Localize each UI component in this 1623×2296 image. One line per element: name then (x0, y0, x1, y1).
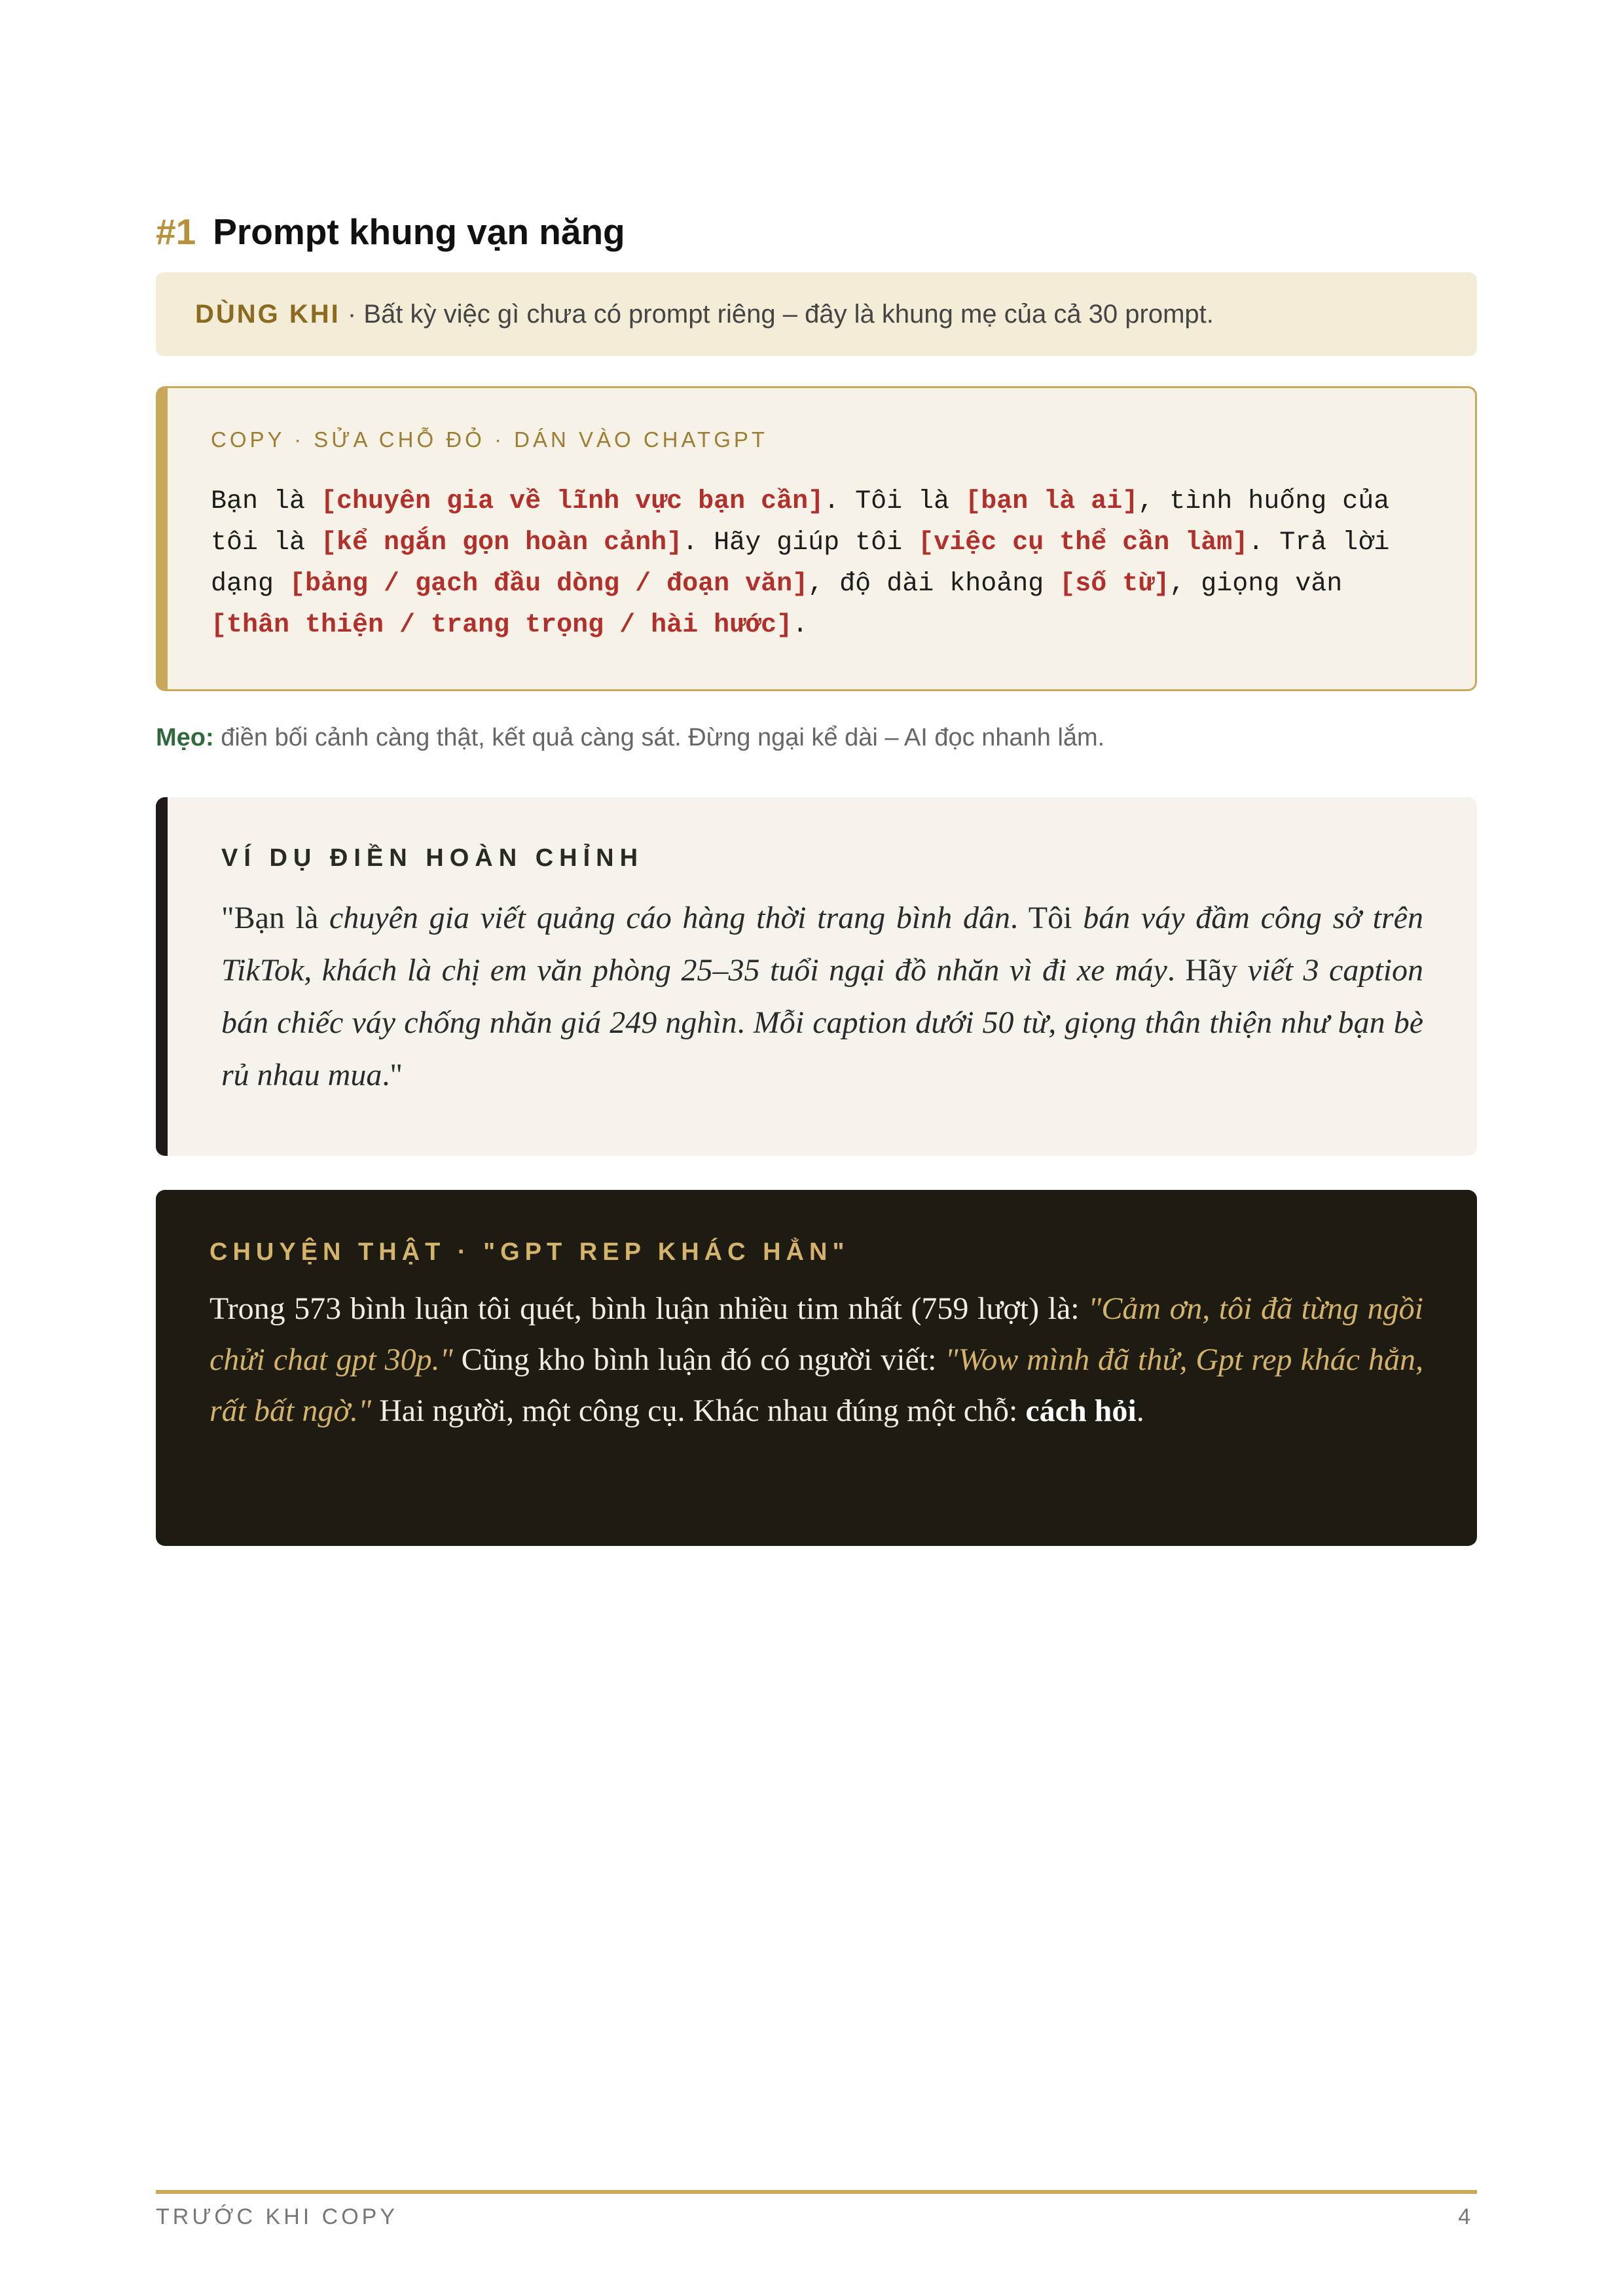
prompt-text-segment: , giọng văn (1169, 569, 1343, 599)
example-text-segment: "Bạn là (221, 901, 329, 935)
prompt-placeholder: [thân thiện / trang trọng / hài hước] (211, 611, 793, 640)
prompt-text-segment: . Trả lời dạng (211, 528, 1390, 599)
use-when-separator: · (340, 299, 364, 329)
tip-text: điền bối cảnh càng thật, kết quả càng sát. Đừng ngại kể dài – AI đọc nhanh lắm. (213, 724, 1105, 751)
example-heading: VÍ DỤ ĐIỀN HOÀN CHỈNH (221, 844, 644, 872)
copy-box-caption: COPY · SỬA CHỖ ĐỎ · DÁN VÀO CHATGPT (211, 427, 769, 452)
example-filled-value: Mỗi caption dưới 50 từ, giọng thân thiện như bạn bè rủ nhau mua (221, 1005, 1424, 1092)
story-heading: CHUYỆN THẬT · "GPT REP KHÁC HẲN" (210, 1238, 850, 1266)
prompt-template[interactable] (211, 481, 1429, 646)
example-filled-value: bán váy đầm công sở trên TikTok, khách là chị em văn phòng 25–35 tuổi ngại đồ nhăn vì đi xe máy (221, 901, 1423, 988)
prompt-placeholder: [chuyên gia về lĩnh vực bạn cần] (321, 487, 824, 516)
use-when-text: Bất kỳ việc gì chưa có prompt riêng – đây là khung mẹ của cả 30 prompt. (363, 299, 1214, 329)
copy-prompt-box[interactable] (156, 386, 1477, 691)
use-when-line (195, 300, 1214, 329)
tip-line (156, 720, 1477, 755)
footer-divider (156, 2190, 1477, 2194)
footer-section-label: TRƯỚC KHI COPY (156, 2204, 398, 2229)
use-when-box (156, 272, 1477, 356)
example-box (156, 797, 1477, 1156)
page-title (156, 207, 1465, 257)
story-text-segment: . (1136, 1393, 1144, 1428)
prompt-text-segment: . (792, 611, 809, 640)
prompt-placeholder: [bảng / gạch đầu dòng / đoạn văn] (289, 569, 809, 599)
story-text-segment: Cũng kho bình luận đó có người viết: (452, 1342, 945, 1377)
example-text-segment: . Tôi (1010, 901, 1084, 935)
prompt-placeholder: [bạn là ai] (965, 487, 1139, 516)
section-title: Prompt khung vạn năng (213, 211, 625, 252)
use-when-label: DÙNG KHI (195, 299, 340, 329)
prompt-placeholder: [số từ] (1059, 569, 1170, 599)
section-number: #1 (156, 211, 196, 252)
prompt-text-segment: Bạn là (211, 487, 321, 516)
story-quote: "Cảm ơn, tôi đã từng ngồi chửi chat gpt 30p." (210, 1291, 1423, 1377)
prompt-text-segment: , độ dài khoảng (808, 569, 1060, 599)
story-box (156, 1190, 1477, 1546)
story-emphasis: cách hỏi (1025, 1393, 1137, 1428)
prompt-text-segment: , tình huống của tôi là (211, 487, 1390, 558)
page-number: 4 (1458, 2204, 1470, 2229)
story-text-segment: Trong 573 bình luận tôi quét, bình luận nhiều tim nhất (759 lượt) là: (210, 1291, 1089, 1326)
prompt-placeholder: [kể ngắn gọn hoàn cảnh] (321, 528, 683, 558)
example-filled-value: viết 3 caption bán chiếc váy chống nhăn giá 249 nghìn (221, 953, 1424, 1040)
example-filled-value: chuyên gia viết quảng cáo hàng thời trang bình dân (329, 901, 1010, 935)
example-body (221, 892, 1423, 1102)
story-body (210, 1283, 1423, 1437)
example-text-segment: . Hãy (1167, 953, 1248, 988)
example-text-segment: . (737, 1005, 754, 1040)
story-text-segment: Hai người, một công cụ. Khác nhau đúng một chỗ: (371, 1393, 1026, 1428)
prompt-placeholder: [việc cụ thể cần làm] (918, 528, 1249, 558)
prompt-text-segment: . Tôi là (824, 487, 966, 516)
prompt-text-segment: . Hãy giúp tôi (682, 528, 919, 558)
story-quote: "Wow mình đã thử, Gpt rep khác hẳn, rất bất ngờ." (210, 1342, 1424, 1428)
example-text-segment: ." (382, 1058, 403, 1092)
tip-label: Mẹo: (156, 724, 214, 751)
